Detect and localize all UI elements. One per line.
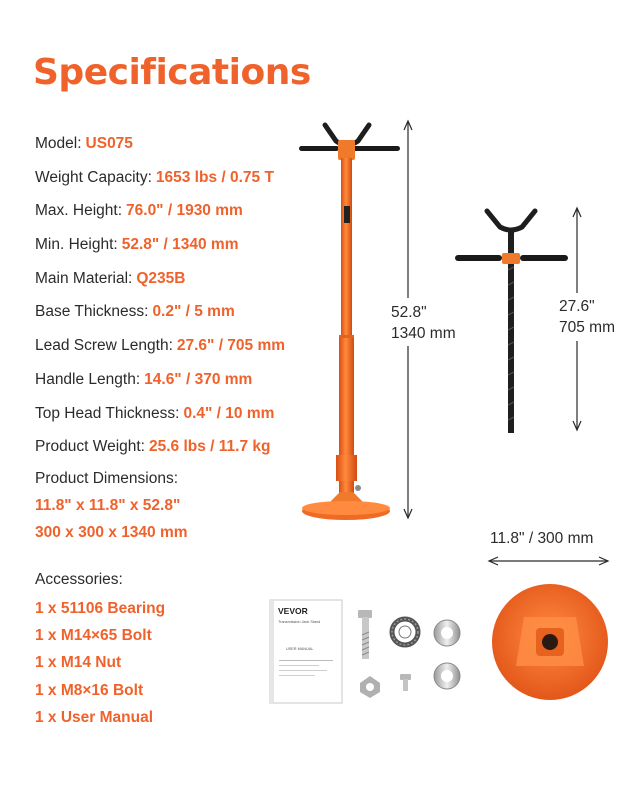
bearing-image	[392, 619, 418, 645]
spec-label: Base Thickness:	[35, 303, 149, 321]
spec-value: 52.8" / 1340 mm	[121, 236, 239, 254]
spec-label: Top Head Thickness:	[35, 404, 180, 422]
dimensions-inches: 11.8" x 11.8" x 52.8"	[35, 497, 181, 514]
screw-length-mm: 705 mm	[559, 319, 615, 336]
screw-length-label	[559, 296, 615, 338]
spec-value: 14.6" / 370 mm	[144, 370, 253, 388]
spec-value: US075	[85, 135, 133, 152]
spec-value: 1653 lbs / 0.75 T	[155, 168, 274, 186]
accessory-item: 1 x M8×16 Bolt	[35, 681, 144, 699]
base-width-dimension	[489, 557, 608, 565]
spec-value: 0.4" / 10 mm	[183, 404, 275, 422]
spec-label: Model:	[35, 135, 82, 152]
base-width-label: 11.8" / 300 mm	[490, 530, 594, 547]
spec-value: 0.2" / 5 mm	[152, 303, 235, 321]
spec-label: Lead Screw Length:	[35, 337, 173, 355]
spec-label: Main Material:	[35, 269, 133, 287]
m14-nut-image	[360, 676, 380, 698]
washer-image	[434, 663, 460, 689]
spec-label: Weight Capacity:	[35, 168, 152, 186]
stand-height-label	[391, 302, 456, 344]
manual-heading: USER MANUAL	[286, 647, 314, 651]
stand-height-in: 52.8"	[391, 304, 427, 321]
m14-bolt-image	[358, 610, 372, 659]
user-manual-image	[270, 600, 342, 703]
dimensions-label: Product Dimensions:	[35, 470, 179, 487]
dimensions-mm: 300 x 300 x 1340 mm	[35, 524, 188, 541]
manual-brand: VEVOR	[278, 606, 308, 616]
accessory-item: 1 x M14 Nut	[35, 654, 122, 672]
screw-length-in: 27.6"	[559, 298, 595, 315]
page-title: Specifications	[33, 52, 311, 93]
spec-label: Max. Height:	[35, 202, 123, 220]
lead-screw-image	[455, 211, 568, 433]
washer-image	[434, 620, 460, 646]
spec-label: Product Weight:	[35, 438, 145, 456]
accessory-item: 1 x M14×65 Bolt	[35, 627, 152, 645]
m8-bolt-image	[400, 674, 411, 691]
accessories-label: Accessories:	[35, 571, 123, 588]
spec-value: 27.6" / 705 mm	[176, 337, 286, 355]
spec-value: 25.6 lbs / 11.7 kg	[149, 438, 271, 456]
accessory-item: 1 x 51106 Bearing	[35, 600, 166, 617]
spec-value: Q235B	[136, 269, 186, 287]
jack-stand-image	[299, 125, 400, 520]
manual-subtitle: Transmission Jack Stand	[278, 620, 321, 624]
spec-value: 76.0" / 1930 mm	[126, 202, 243, 220]
base-plate-image	[492, 584, 608, 700]
stand-height-mm: 1340 mm	[391, 325, 456, 342]
accessory-item: 1 x User Manual	[35, 708, 154, 726]
spec-label: Min. Height:	[35, 236, 118, 254]
spec-label: Handle Length:	[35, 370, 141, 388]
